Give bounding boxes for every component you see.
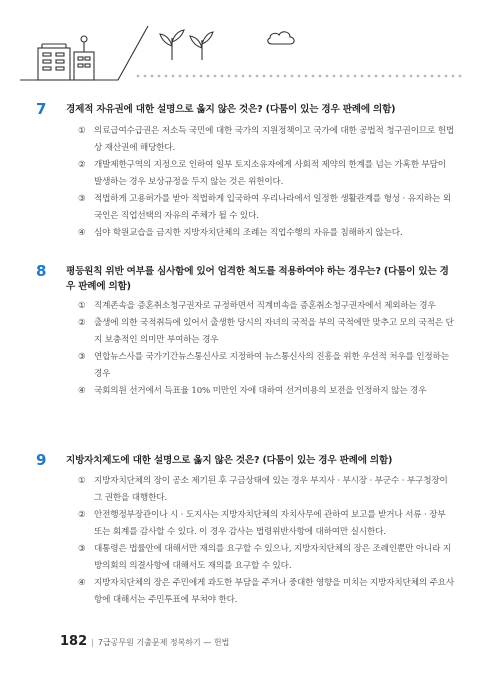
option-1[interactable]: ① 직계존속을 증혼취소청구권자로 규정하면서 직계비속을 증혼취소청구권자에서 제외하는 경우 — [78, 301, 436, 311]
option-3[interactable]: ③ 대통령은 법률안에 대해서만 재의를 요구할 수 있으나, 지방자치단체의 장은 조례인뿐만 아니라 지방의회의 의결사항에 대해서도 재의를 요구할 수 있다. — [78, 544, 452, 571]
option-2[interactable]: ② 개발제한구역의 지정으로 인하여 일부 토지소유자에게 사회적 제약의 한계를 넘는 가혹한 부담이 발생하는 경우 보상규정을 두지 않는 것은 위헌이다. — [78, 160, 446, 187]
option-4[interactable]: ④ 국회의원 선거에서 득표율 10% 미만인 자에 대하여 선거비용의 보전을 인정하지 않는 경우 — [78, 386, 427, 396]
question-9 — [36, 451, 456, 609]
option-3[interactable]: ③ 적법하게 고용허가를 받아 적법하게 입국하여 우리나라에서 일정한 생활관계를 형성 · 유지하는 외국인은 직업선택의 자유의 주체가 될 수 있다. — [78, 194, 452, 221]
page-footer — [60, 634, 229, 649]
header-illustration — [0, 0, 500, 90]
book-title: 7급공무원 기출문제 정복하기 — 헌법 — [97, 638, 230, 647]
option-1[interactable]: ① 의료급여수급권은 저소득 국민에 대한 국가의 지원정책이고 국가에 대한 공법적 청구권이므로 헌법상 재산권에 해당한다. — [78, 126, 455, 153]
footer-separator: | — [91, 638, 94, 647]
question-7 — [36, 100, 456, 242]
option-4[interactable]: ④ 지방자치단체의 장은 주민에게 과도한 부담을 주거나 중대한 영향을 미치는 지방자치단체의 주요사항에 대해서는 주민투표에 부쳐야 한다. — [78, 578, 455, 605]
option-1[interactable]: ① 지방자치단체의 장이 공소 제기된 후 구금상태에 있는 경우 부지사 · 부시장 · 부군수 · 부구청장이 그 권한을 대행한다. — [78, 476, 448, 503]
question-stem: 지방자치제도에 대한 설명으로 옳지 않은 것은? (다툼이 있는 경우 판례에 의함) — [66, 455, 393, 466]
page-number: 182 — [60, 634, 88, 649]
question-number: 9 — [36, 451, 47, 469]
option-2[interactable]: ② 출생에 의한 국적취득에 있어서 출생한 당시의 자녀의 국적을 부의 국적에만 맞추고 모의 국적은 단지 보충적인 의미만 부여하는 경우 — [78, 318, 454, 345]
option-3[interactable]: ③ 연합뉴스사를 국가기간뉴스통신사로 지정하여 뉴스통신사의 진흥을 위한 우선적 처우를 인정하는 경우 — [78, 352, 449, 379]
question-number: 8 — [36, 262, 47, 280]
question-stem: 평등원칙 위반 여부를 심사함에 있어 엄격한 척도를 적용하여야 하는 경우는? (다툼이 있는 경우 판례에 의함) — [66, 266, 449, 292]
option-2[interactable]: ② 안전행정부장관이나 시 · 도지사는 지방자치단체의 자치사무에 관하여 보고를 받거나 서류 · 장부 또는 회계를 감사할 수 있다. 이 경우 감사는 법령위반사항에 대하여만 실시한다. — [78, 510, 446, 537]
option-4[interactable]: ④ 심야 학원교습을 금지한 지방자치단체의 조례는 직업수행의 자유를 침해하지 않는다. — [78, 228, 403, 238]
question-stem: 경제적 자유권에 대한 설명으로 옳지 않은 것은? (다툼이 있는 경우 판례에 의함) — [66, 104, 396, 115]
question-number: 7 — [36, 100, 47, 118]
question-8 — [36, 262, 456, 400]
